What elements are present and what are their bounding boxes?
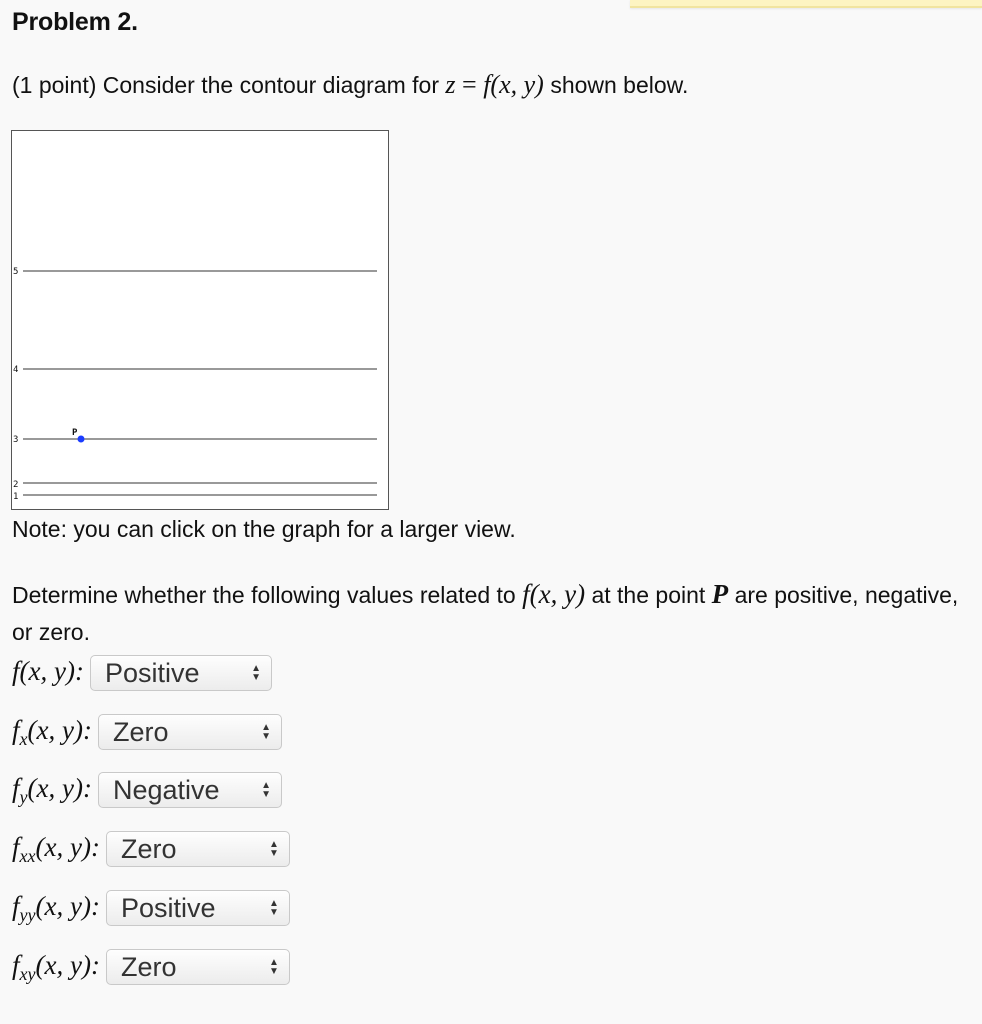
question-func: f(x, y) [522, 579, 586, 609]
select-fxy[interactable] [106, 949, 290, 985]
question-text [12, 576, 962, 651]
select-fx[interactable] [98, 714, 282, 750]
top-note-bar [630, 0, 982, 8]
intro-suffix: shown below. [550, 72, 689, 98]
contour-label-5: 5 [13, 267, 19, 277]
contour-svg [12, 131, 388, 509]
select-f-value: Positive [104, 657, 200, 688]
point-label: P [72, 428, 78, 438]
eq-rhs: f(x, y) [483, 70, 544, 99]
problem-title: Problem 2. [12, 8, 138, 36]
contour-label-2: 2 [13, 480, 19, 490]
graph-note: Note: you can click on the graph for a larger view. [12, 516, 516, 542]
updown-arrows-icon: ▲ ▼ [261, 722, 271, 742]
eq-lhs: z [445, 70, 456, 99]
answer-label-fyy: $f_{yy}(x$, y): [12, 890, 100, 925]
updown-arrows-icon: ▲ ▼ [269, 898, 279, 918]
answer-row-f [12, 654, 272, 692]
answer-label-fxy: $f_{xy}(x$, y): [12, 949, 100, 984]
intro-equation [445, 70, 550, 99]
answer-label-f: f(x, y): [12, 655, 84, 686]
intro-text: (1 point) Consider the contour diagram for [12, 72, 439, 98]
answer-row-fyy [12, 889, 290, 927]
contour-label-4: 4 [13, 365, 19, 375]
select-fy[interactable] [98, 772, 282, 808]
contour-label-3: 3 [13, 435, 19, 445]
eq-sign: = [462, 70, 477, 99]
select-fyy[interactable] [106, 890, 290, 926]
answer-row-fy [12, 771, 282, 809]
updown-arrows-icon: ▲ ▼ [269, 957, 279, 977]
answer-row-fxx [12, 830, 290, 868]
updown-arrows-icon: ▲ ▼ [269, 839, 279, 859]
select-f[interactable] [90, 655, 272, 691]
select-fxy-value: Zero [120, 951, 177, 982]
answer-label-fy: $f_y(x$, y): [12, 772, 92, 807]
answer-label-fxx: $f_{xx}(x$, y): [12, 831, 100, 866]
updown-arrows-icon: ▲ ▼ [261, 780, 271, 800]
question-point: P [711, 579, 729, 609]
question-part1: Determine whether the following values related to [12, 582, 516, 608]
select-fxx-value: Zero [120, 833, 177, 864]
answer-row-fx [12, 713, 282, 751]
question-part3: are positive, negative, or zero. [12, 582, 959, 645]
contour-graph[interactable] [11, 130, 389, 510]
point-p-marker [78, 436, 85, 443]
answer-label-fx: $f_x(x$, y): [12, 714, 92, 749]
updown-arrows-icon: ▲ ▼ [251, 663, 261, 683]
select-fxx[interactable] [106, 831, 290, 867]
contour-label-1: 1 [13, 492, 19, 502]
question-part2: at the point [591, 582, 706, 608]
select-fy-value: Negative [112, 774, 220, 805]
problem-intro [12, 70, 688, 100]
select-fyy-value: Positive [120, 892, 216, 923]
select-fx-value: Zero [112, 716, 169, 747]
answer-row-fxy [12, 948, 290, 986]
